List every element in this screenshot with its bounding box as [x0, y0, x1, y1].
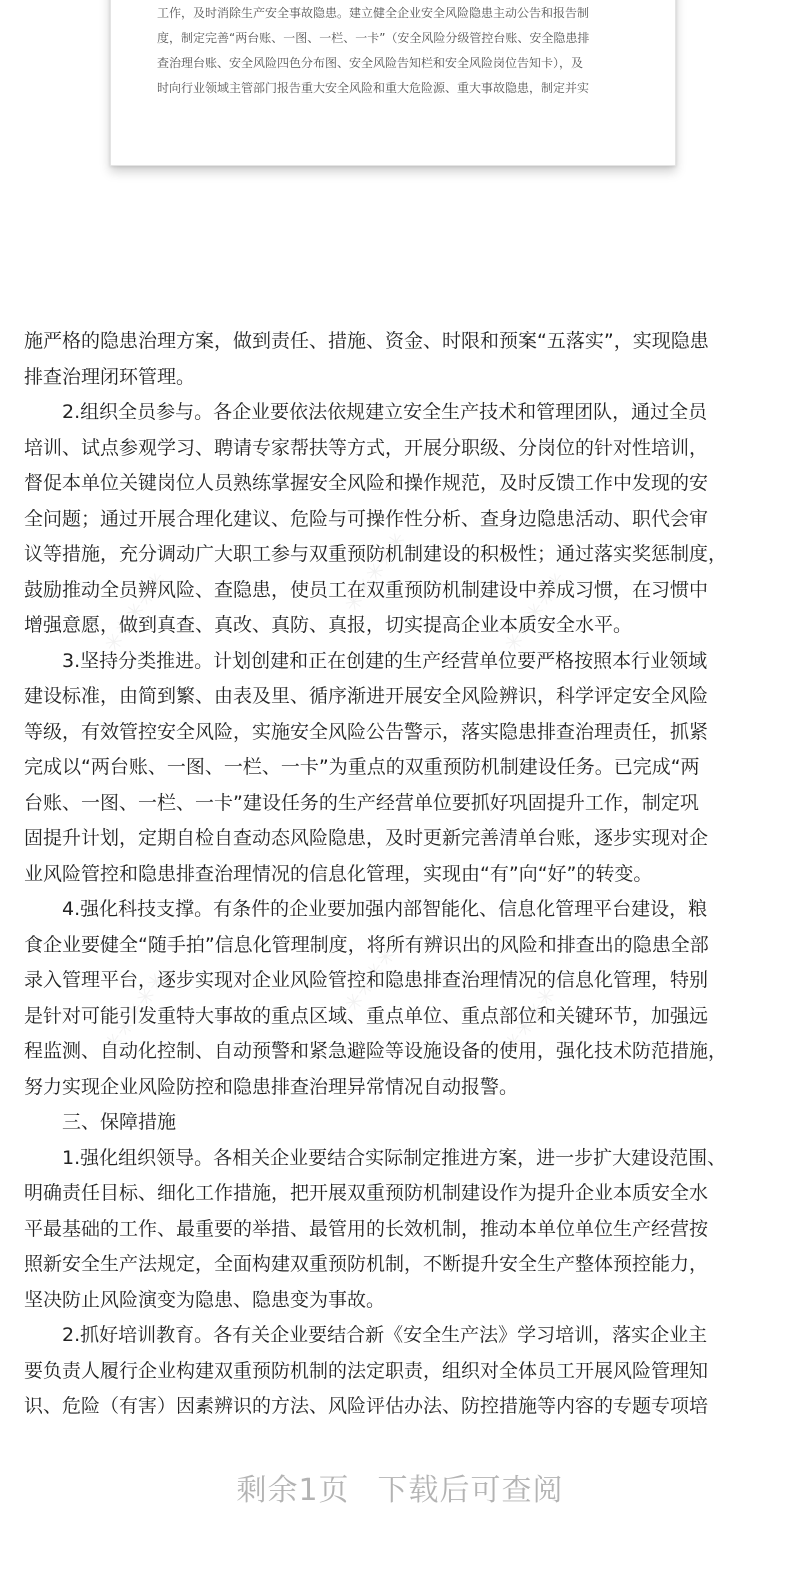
body-line: 施严格的隐患治理方案，做到责任、措施、资金、时限和预案“五落实”，实现隐患: [24, 330, 709, 352]
body-line: 是针对可能引发重特大事故的重点区域、重点单位、重点部位和关键环节，加强远: [24, 1004, 709, 1027]
body-line: 完成以“两台账、一图、一栏、一卡”为重点的双重预防机制建设任务。已完成“两: [24, 756, 700, 778]
watermark: ✳✳✳✳✳: [339, 527, 413, 618]
body-line: 业风险管控和隐患排查治理情况的信息化管理，实现由“有”向“好”的转变。: [24, 862, 653, 885]
watermark: ✳✳✳✳✳: [499, 967, 573, 1058]
body-line: 要负责人履行企业构建双重预防机制的法定职责，组织对全体员工开展风险管理知: [24, 1359, 709, 1382]
body-line: 鼓励推动全员辨风险、查隐患，使员工在双重预防机制建设中养成习惯，在习惯中: [24, 578, 709, 601]
body-line: 等级，有效管控安全风险，实施安全风险公告警示，落实隐患排查治理责任，抓紧: [24, 720, 709, 743]
remaining-pages-label: 剩余1页: [236, 1473, 350, 1508]
preview-line: 查治理台账、安全风险四色分布图、安全风险告知栏和安全风险岗位告知卡），及: [157, 56, 584, 70]
body-line: 增强意愿，做到真查、真改、真防、真报，切实提高企业本质安全水平。: [24, 614, 633, 636]
body-line: 2.抓好培训教育。各有关企业要结合新《安全生产法》学习培训，落实企业主: [62, 1324, 708, 1346]
body-line: 4.强化科技支撑。有条件的企业要加强内部智能化、信息化管理平台建设，粮: [62, 898, 708, 920]
preview-line: 度，制定完善“两台账、一图、一栏、一卡”（安全风险分级管控台账、安全隐患排: [157, 31, 590, 45]
body-line: 建设标准，由简到繁、由表及里、循序渐进开展安全风险辨识，科学评定安全风险: [24, 685, 709, 707]
body-line: 三、保障措施: [62, 1111, 177, 1133]
remaining-pages-notice[interactable]: [0, 1466, 800, 1516]
body-line: 程监测、自动化控制、自动预警和紧急避险等设施设备的使用，强化技术防范措施，: [24, 1040, 728, 1062]
preview-line: 工作，及时消除生产安全事故隐患。建立健全企业安全风险隐患主动公告和报告制: [157, 6, 590, 20]
body-line: 照新安全生产法规定，全面构建双重预防机制，不断提升安全生产整体预控能力，: [24, 1253, 709, 1275]
watermark: ✳✳✳✳✳: [99, 967, 173, 1058]
body-line: 1.强化组织领导。各相关企业要结合实际制定推进方案，进一步扩大建设范围、: [62, 1146, 727, 1169]
body-line: 明确责任目标、细化工作措施，把开展双重预防机制建设作为提升企业本质安全水: [24, 1182, 709, 1204]
document-preview-card: [110, 0, 676, 166]
watermark: ✳✳✳✳✳: [99, 567, 173, 658]
body-line: 食企业要健全“随手拍”信息化管理制度，将所有辨识出的风险和排查出的隐患全部: [24, 933, 709, 956]
download-hint-label: 下载后可查阅: [377, 1473, 564, 1508]
body-line: 2.组织全员参与。各企业要依法依规建立安全生产技术和管理团队，通过全员: [62, 401, 708, 423]
body-line: 台账、一图、一栏、一卡”建设任务的生产经营单位要抓好巩固提升工作，制定巩: [24, 791, 699, 814]
body-line: 议等措施，充分调动广大职工参与双重预防机制建设的积极性；通过落实奖惩制度，: [24, 543, 728, 565]
body-line: 全问题；通过开展合理化建议、危险与可操作性分析、查身边隐患活动、职代会审: [24, 507, 709, 530]
body-line: 平最基础的工作、最重要的举措、最管用的长效机制，推动本单位单位生产经营按: [24, 1217, 709, 1240]
body-line: 督促本单位关键岗位人员熟练掌握安全风险和操作规范，及时反馈工作中发现的安: [24, 472, 709, 494]
body-line: 3.坚持分类推进。计划创建和正在创建的生产经营单位要严格按照本行业领域: [62, 649, 708, 672]
body-line: 排查治理闭环管理。: [24, 365, 196, 388]
watermark: ✳✳✳✳✳: [499, 567, 573, 658]
body-line: 坚决防止风险演变为隐患、隐患变为事故。: [24, 1288, 386, 1311]
watermark: ✳✳✳✳✳: [339, 927, 413, 1018]
preview-text: [157, 1, 643, 101]
preview-line: 时向行业领域主管部门报告重大安全风险和重大危险源、重大事故隐患，制定并实: [157, 81, 590, 95]
body-line: 固提升计划，定期自检自查动态风险隐患，及时更新完善清单台账，逐步实现对企: [24, 827, 709, 849]
body-line: 培训、试点参观学习、聘请专家帮扶等方式，开展分职级、分岗位的针对性培训，: [24, 436, 709, 459]
document-body: [24, 324, 794, 1425]
body-line: 识、危险（有害）因素辨识的方法、风险评估办法、防控措施等内容的专题专项培: [24, 1395, 709, 1417]
body-line: 录入管理平台，逐步实现对企业风险管控和隐患排查治理情况的信息化管理，特别: [24, 969, 709, 991]
body-line: 努力实现企业风险防控和隐患排查治理异常情况自动报警。: [24, 1075, 519, 1098]
